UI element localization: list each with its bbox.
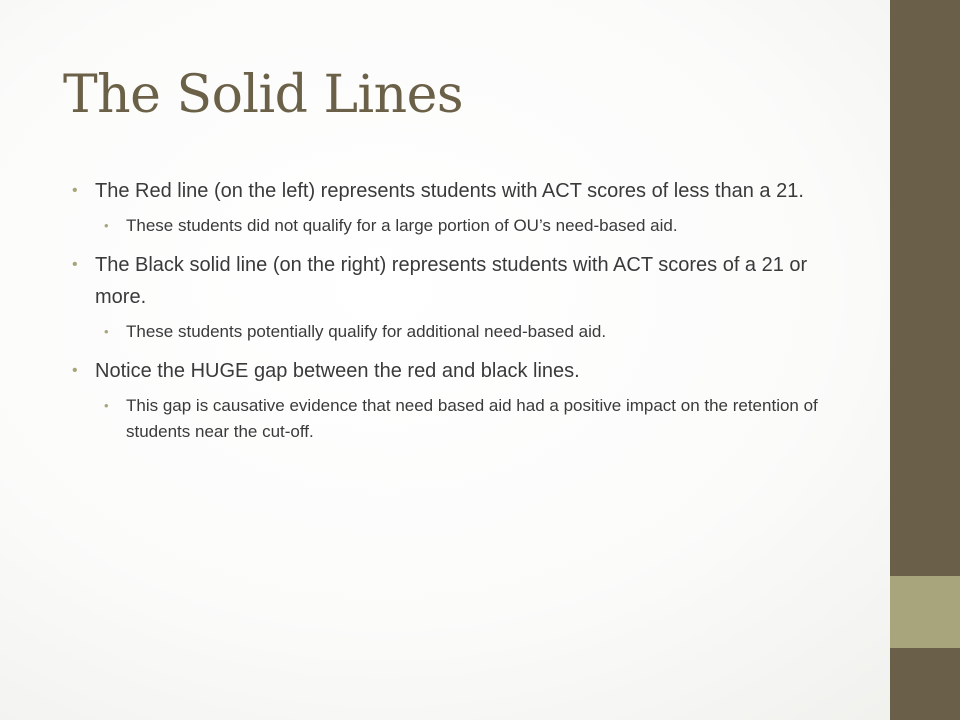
sub-bullet-text: These students potentially qualify for additional need-based aid. bbox=[126, 322, 607, 341]
sub-bullet-marker-icon: • bbox=[104, 398, 109, 413]
bullet-item bbox=[72, 355, 832, 387]
bullet-text: Notice the HUGE gap between the red and black lines. bbox=[95, 360, 580, 382]
decorative-sidebar bbox=[890, 0, 960, 720]
bullet-marker-icon: • bbox=[72, 362, 78, 379]
bullet-text: The Red line (on the left) represents students with ACT scores of less than a 21. bbox=[95, 180, 804, 202]
bullet-item bbox=[72, 249, 832, 313]
sub-bullet-text: This gap is causative evidence that need based aid had a positive impact on the retention of students near the cut-off. bbox=[126, 396, 818, 441]
sidebar-band-top bbox=[890, 0, 960, 576]
sidebar-band-bottom bbox=[890, 648, 960, 720]
sub-bullet-marker-icon: • bbox=[104, 218, 109, 233]
sub-bullet-text: These students did not qualify for a large portion of OU’s need-based aid. bbox=[126, 216, 678, 235]
sidebar-band-middle bbox=[890, 576, 960, 648]
sub-bullet-item bbox=[72, 213, 832, 239]
bullet-item bbox=[72, 175, 832, 207]
sub-bullet-item bbox=[72, 319, 832, 345]
sub-bullet-marker-icon: • bbox=[104, 324, 109, 339]
bullet-marker-icon: • bbox=[72, 182, 78, 199]
sub-bullet-item bbox=[72, 393, 832, 445]
bullet-marker-icon: • bbox=[72, 256, 78, 273]
bullet-list bbox=[72, 175, 832, 455]
bullet-text: The Black solid line (on the right) represents students with ACT scores of a 21 or more. bbox=[95, 254, 808, 308]
slide-title: The Solid Lines bbox=[63, 65, 464, 125]
